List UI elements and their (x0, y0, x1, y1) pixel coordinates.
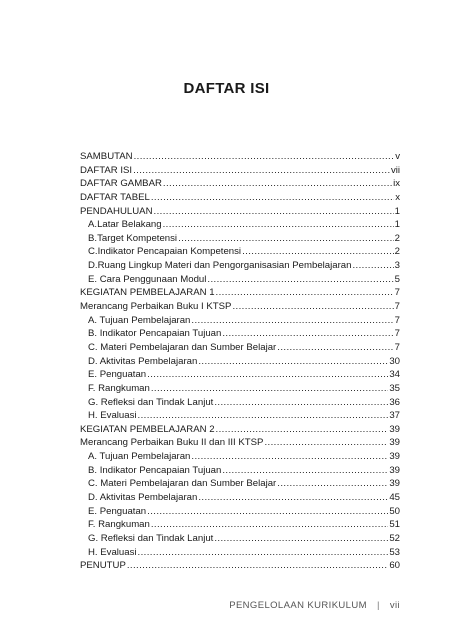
table-of-contents (80, 150, 400, 573)
toc-entry-label: KEGIATAN PEMBELAJARAN 2 (80, 423, 215, 435)
toc-entry-page: 39 (389, 451, 400, 463)
toc-entry-page: v (395, 151, 400, 162)
toc-entry[interactable] (80, 491, 400, 505)
toc-leader-dots (154, 205, 394, 219)
toc-leader-dots (277, 477, 388, 491)
toc-entry-label: B. Indikator Pencapaian Tujuan (88, 464, 222, 476)
toc-entry-page: 7 (394, 328, 400, 340)
toc-leader-dots (216, 286, 394, 300)
toc-leader-dots (198, 491, 388, 505)
toc-entry-label: B. Indikator Pencapaian Tujuan (88, 328, 222, 340)
toc-entry[interactable] (80, 368, 400, 382)
toc-entry-label: D.Ruang Lingkup Materi dan Pengorganisasian Pembelajaran (88, 260, 352, 272)
toc-entry-page: 35 (389, 382, 400, 394)
toc-leader-dots (134, 150, 395, 164)
toc-entry-page: 7 (394, 341, 400, 353)
toc-entry[interactable] (80, 450, 400, 464)
toc-entry-label: H. Evaluasi (88, 546, 137, 558)
toc-entry[interactable] (80, 409, 400, 423)
toc-entry[interactable] (80, 218, 400, 232)
toc-entry-page: 50 (389, 505, 400, 517)
toc-entry-page: 7 (394, 314, 400, 326)
toc-leader-dots (191, 314, 393, 328)
toc-entry-page: 45 (389, 492, 400, 504)
toc-leader-dots (216, 423, 389, 437)
toc-entry-label: Merancang Perbaikan Buku I KTSP (80, 301, 232, 313)
toc-entry-page: 5 (394, 273, 400, 285)
toc-entry-label: G. Refleksi dan Tindak Lanjut (88, 532, 214, 544)
toc-entry-label: DAFTAR TABEL (80, 191, 150, 203)
toc-entry-label: D. Aktivitas Pembelajaran (88, 492, 198, 504)
toc-leader-dots (198, 355, 388, 369)
toc-entry[interactable] (80, 232, 400, 246)
toc-entry[interactable] (80, 314, 400, 328)
toc-entry-page: 7 (394, 287, 400, 299)
toc-leader-dots (151, 518, 388, 532)
toc-entry[interactable] (80, 300, 400, 314)
toc-entry[interactable] (80, 518, 400, 532)
toc-entry-label: F. Rangkuman (88, 382, 150, 394)
toc-entry-label: H. Evaluasi (88, 410, 137, 422)
toc-leader-dots (151, 191, 394, 205)
toc-entry-label: E. Penguatan (88, 369, 147, 381)
toc-entry-page: 53 (389, 546, 400, 558)
toc-leader-dots (207, 273, 393, 287)
toc-entry[interactable] (80, 423, 400, 437)
toc-entry-page: 30 (389, 355, 400, 367)
footer-page-number: vii (389, 600, 400, 611)
toc-entry[interactable] (80, 464, 400, 478)
toc-entry-label: B.Target Kompetensi (88, 232, 178, 244)
toc-entry[interactable] (80, 205, 400, 219)
toc-entry-label: D. Aktivitas Pembelajaran (88, 355, 198, 367)
toc-leader-dots (138, 409, 389, 423)
toc-leader-dots (151, 382, 388, 396)
toc-leader-dots (133, 164, 390, 178)
toc-entry-page: 2 (394, 246, 400, 258)
toc-entry-label: DAFTAR GAMBAR (80, 178, 162, 190)
toc-leader-dots (352, 259, 393, 273)
page-title: DAFTAR ISI (183, 80, 270, 97)
toc-entry[interactable] (80, 436, 400, 450)
toc-entry[interactable] (80, 245, 400, 259)
toc-entry-page: 39 (389, 423, 400, 435)
toc-entry-label: A. Tujuan Pembelajaran (88, 314, 191, 326)
toc-entry-label: C. Materi Pembelajaran dan Sumber Belajar (88, 478, 277, 490)
toc-entry[interactable] (80, 341, 400, 355)
toc-entry-label: A.Latar Belakang (88, 219, 162, 231)
toc-entry-label: KEGIATAN PEMBELAJARAN 1 (80, 287, 215, 299)
toc-entry-page: 39 (389, 437, 400, 449)
toc-entry-label: A. Tujuan Pembelajaran (88, 451, 191, 463)
toc-leader-dots (214, 532, 388, 546)
toc-leader-dots (147, 368, 388, 382)
toc-entry-page: vii (390, 164, 400, 176)
toc-entry-label: F. Rangkuman (88, 519, 150, 531)
toc-leader-dots (178, 232, 394, 246)
toc-entry-page: 7 (394, 301, 400, 313)
toc-entry-page: 2 (394, 232, 400, 244)
toc-leader-dots (222, 327, 393, 341)
toc-leader-dots (232, 300, 393, 314)
toc-leader-dots (163, 218, 394, 232)
toc-entry[interactable] (80, 546, 400, 560)
toc-entry[interactable] (80, 505, 400, 519)
toc-entry[interactable] (80, 273, 400, 287)
toc-leader-dots (277, 341, 393, 355)
toc-entry-page: 1 (394, 205, 400, 217)
toc-entry-page: 1 (394, 219, 400, 231)
toc-entry[interactable] (80, 477, 400, 491)
toc-entry[interactable] (80, 355, 400, 369)
toc-entry-label: E. Penguatan (88, 505, 147, 517)
toc-entry-page: 39 (389, 478, 400, 490)
running-title: PENGELOLAAN KURIKULUM (229, 600, 367, 611)
toc-leader-dots (242, 245, 394, 259)
toc-entry-label: SAMBUTAN (80, 151, 133, 162)
toc-entry[interactable] (80, 259, 400, 273)
toc-entry-page: 52 (389, 532, 400, 544)
toc-entry-page: ix (393, 178, 400, 190)
toc-entry-label: PENDAHULUAN (80, 205, 153, 217)
toc-entry-label: DAFTAR ISI (80, 164, 133, 176)
toc-entry[interactable] (80, 396, 400, 410)
toc-entry-label: C. Materi Pembelajaran dan Sumber Belajar (88, 341, 277, 353)
toc-entry-label: G. Refleksi dan Tindak Lanjut (88, 396, 214, 408)
toc-entry-page: 37 (389, 410, 400, 422)
toc-leader-dots (191, 450, 388, 464)
toc-entry[interactable] (80, 177, 400, 191)
toc-entry[interactable] (80, 532, 400, 546)
toc-leader-dots (138, 546, 389, 560)
toc-entry-page: x (395, 191, 400, 203)
toc-entry-label: C.Indikator Pencapaian Kompetensi (88, 246, 242, 258)
toc-leader-dots (222, 464, 388, 478)
toc-leader-dots (163, 177, 392, 191)
toc-leader-dots (264, 436, 388, 450)
toc-entry-page: 60 (389, 560, 400, 572)
toc-entry-page: 3 (394, 260, 400, 272)
toc-entry[interactable] (80, 286, 400, 300)
toc-entry[interactable] (80, 164, 400, 178)
toc-entry-label: Merancang Perbaikan Buku II dan III KTSP (80, 437, 264, 449)
toc-entry[interactable] (80, 559, 400, 573)
toc-leader-dots (147, 505, 388, 519)
toc-entry-page: 51 (389, 519, 400, 531)
toc-entry-page: 36 (389, 396, 400, 408)
page-footer (229, 600, 400, 611)
toc-entry[interactable] (80, 327, 400, 341)
footer-separator: | (376, 600, 380, 611)
toc-entry-label: PENUTUP (80, 560, 126, 572)
toc-entry[interactable] (80, 382, 400, 396)
toc-entry[interactable] (80, 150, 400, 164)
toc-entry[interactable] (80, 191, 400, 205)
toc-leader-dots (127, 559, 388, 573)
toc-entry-page: 34 (389, 369, 400, 381)
toc-entry-label: E. Cara Penggunaan Modul (88, 273, 207, 285)
toc-entry-page: 39 (389, 464, 400, 476)
toc-leader-dots (214, 396, 388, 410)
